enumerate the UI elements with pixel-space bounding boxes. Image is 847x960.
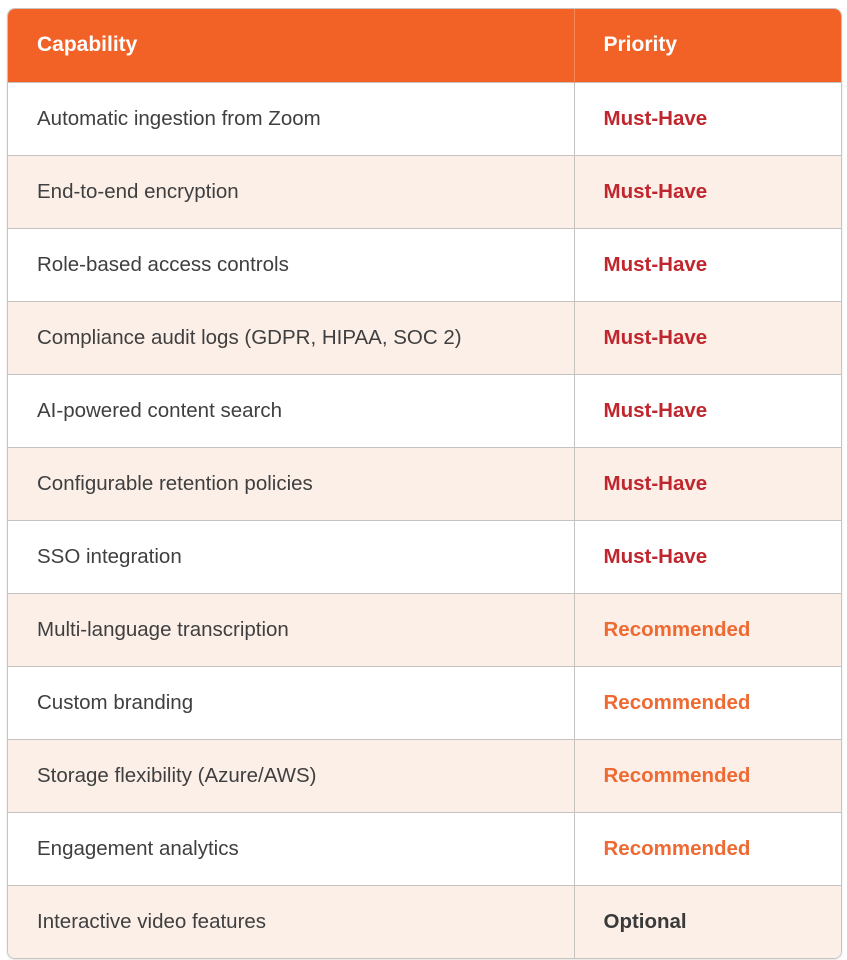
capability-cell: Role-based access controls [8, 228, 574, 301]
table-row [8, 301, 841, 374]
table-row [8, 155, 841, 228]
capability-cell: Custom branding [8, 666, 574, 739]
table-row [8, 520, 841, 593]
priority-cell: Must-Have [574, 447, 841, 520]
table-row [8, 666, 841, 739]
table-row [8, 82, 841, 155]
table-row [8, 593, 841, 666]
table-row [8, 447, 841, 520]
capability-cell: Multi-language transcription [8, 593, 574, 666]
table-row [8, 812, 841, 885]
capability-cell: Engagement analytics [8, 812, 574, 885]
table-row [8, 374, 841, 447]
capability-cell: End-to-end encryption [8, 155, 574, 228]
priority-cell: Recommended [574, 593, 841, 666]
capability-cell: Compliance audit logs (GDPR, HIPAA, SOC 2) [8, 301, 574, 374]
capability-cell: AI-powered content search [8, 374, 574, 447]
header-priority: Priority [574, 9, 841, 82]
priority-cell: Must-Have [574, 301, 841, 374]
capability-cell: SSO integration [8, 520, 574, 593]
table-row [8, 228, 841, 301]
priority-cell: Optional [574, 885, 841, 958]
priority-cell: Must-Have [574, 228, 841, 301]
header-capability: Capability [8, 9, 574, 82]
table-header-row [8, 9, 841, 82]
capability-cell: Interactive video features [8, 885, 574, 958]
capability-cell: Automatic ingestion from Zoom [8, 82, 574, 155]
capability-priority-table [7, 8, 842, 959]
priority-cell: Recommended [574, 812, 841, 885]
priority-cell: Must-Have [574, 520, 841, 593]
table-row [8, 739, 841, 812]
capability-cell: Configurable retention policies [8, 447, 574, 520]
priority-cell: Recommended [574, 739, 841, 812]
table-row [8, 885, 841, 958]
priority-cell: Must-Have [574, 82, 841, 155]
priority-cell: Must-Have [574, 155, 841, 228]
priority-cell: Must-Have [574, 374, 841, 447]
priority-cell: Recommended [574, 666, 841, 739]
capability-cell: Storage flexibility (Azure/AWS) [8, 739, 574, 812]
